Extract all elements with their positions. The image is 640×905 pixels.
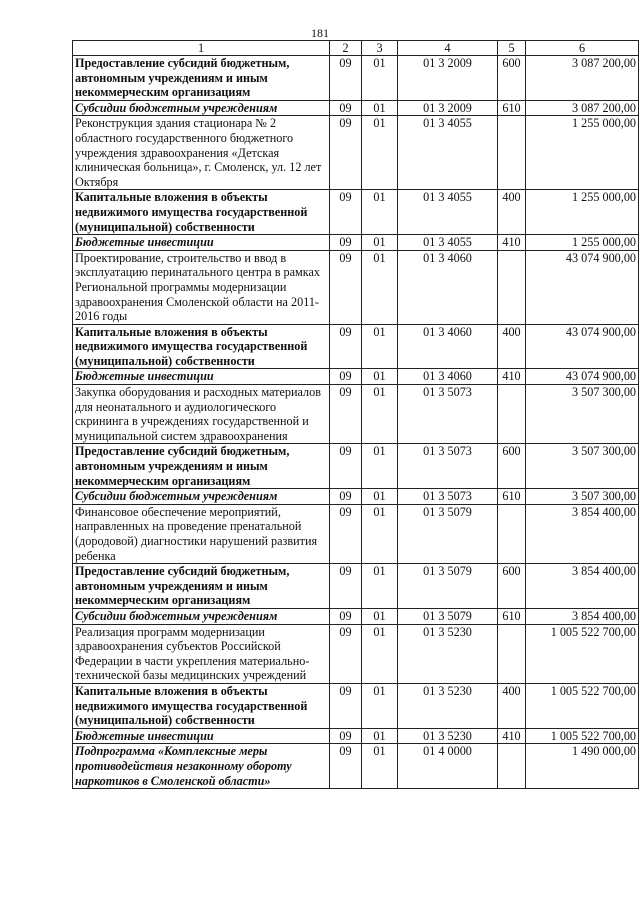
section-code: 09 [330, 624, 362, 683]
amount: 3 087 200,00 [526, 56, 639, 101]
subsection-code: 01 [362, 744, 398, 789]
row-name: Реконструкция здания стационара № 2 областного государственного бюджетного учреждения здравоохранения «Детская клиническая больница», г. Смоленск, ул. 12 лет Октября [73, 116, 330, 190]
row-name: Бюджетные инвестиции [73, 369, 330, 385]
row-name: Финансовое обеспечение мероприятий, направленных на проведение пренатальной (дородовой) диагностики нарушений развития ребенка [73, 504, 330, 563]
subsection-code: 01 [362, 728, 398, 744]
section-code: 09 [330, 444, 362, 489]
expense-type-code [498, 250, 526, 324]
target-article-code: 01 3 2009 [398, 56, 498, 101]
target-article-code: 01 3 5230 [398, 683, 498, 728]
column-header: 4 [398, 41, 498, 56]
expense-type-code [498, 116, 526, 190]
column-header: 5 [498, 41, 526, 56]
subsection-code: 01 [362, 235, 398, 251]
section-code: 09 [330, 369, 362, 385]
row-name: Предоставление субсидий бюджетным, автономным учреждениям и иным некоммерческим организациям [73, 56, 330, 101]
table-row [73, 56, 639, 101]
subsection-code: 01 [362, 489, 398, 505]
expense-type-code: 610 [498, 608, 526, 624]
section-code: 09 [330, 744, 362, 789]
section-code: 09 [330, 324, 362, 369]
table-row [73, 504, 639, 563]
subsection-code: 01 [362, 116, 398, 190]
section-code: 09 [330, 504, 362, 563]
table-row [73, 235, 639, 251]
section-code: 09 [330, 728, 362, 744]
expense-type-code: 600 [498, 56, 526, 101]
target-article-code: 01 3 4060 [398, 369, 498, 385]
section-code: 09 [330, 489, 362, 505]
target-article-code: 01 3 4055 [398, 235, 498, 251]
row-name: Предоставление субсидий бюджетным, автономным учреждениям и иным некоммерческим организациям [73, 564, 330, 609]
expense-type-code: 400 [498, 683, 526, 728]
subsection-code: 01 [362, 504, 398, 563]
row-name: Проектирование, строительство и ввод в эксплуатацию перинатального центра в рамках Региональной программы модернизации здравоохранения Смоленской области на 2011-2016 годы [73, 250, 330, 324]
budget-table [72, 40, 639, 789]
target-article-code: 01 3 5079 [398, 608, 498, 624]
expense-type-code: 410 [498, 369, 526, 385]
subsection-code: 01 [362, 190, 398, 235]
section-code: 09 [330, 385, 362, 444]
target-article-code: 01 4 0000 [398, 744, 498, 789]
amount: 3 507 300,00 [526, 444, 639, 489]
section-code: 09 [330, 235, 362, 251]
subsection-code: 01 [362, 324, 398, 369]
row-name: Субсидии бюджетным учреждениям [73, 489, 330, 505]
expense-type-code: 600 [498, 564, 526, 609]
row-name: Закупка оборудования и расходных материалов для неонатального и аудиологического скрининга в учреждениях государственной и муниципальной систем здравоохранения [73, 385, 330, 444]
table-row [73, 564, 639, 609]
amount: 43 074 900,00 [526, 250, 639, 324]
table-row [73, 489, 639, 505]
amount: 3 507 300,00 [526, 385, 639, 444]
column-header: 6 [526, 41, 639, 56]
expense-type-code: 410 [498, 235, 526, 251]
table-row [73, 624, 639, 683]
amount: 1 255 000,00 [526, 190, 639, 235]
table-row [73, 728, 639, 744]
target-article-code: 01 3 4060 [398, 250, 498, 324]
row-name: Предоставление субсидий бюджетным, автономным учреждениям и иным некоммерческим организациям [73, 444, 330, 489]
target-article-code: 01 3 5073 [398, 489, 498, 505]
row-name: Подпрограмма «Комплексные меры противодействия незаконному обороту наркотиков в Смоленской области» [73, 744, 330, 789]
table-row [73, 369, 639, 385]
amount: 43 074 900,00 [526, 324, 639, 369]
row-name: Реализация программ модернизации здравоохранения субъектов Российской Федерации в части укрепления материально-технической базы медицинских учреждений [73, 624, 330, 683]
table-row [73, 250, 639, 324]
expense-type-code: 400 [498, 324, 526, 369]
expense-type-code: 410 [498, 728, 526, 744]
row-name: Бюджетные инвестиции [73, 235, 330, 251]
section-code: 09 [330, 250, 362, 324]
target-article-code: 01 3 5079 [398, 564, 498, 609]
amount: 3 854 400,00 [526, 564, 639, 609]
row-name: Капитальные вложения в объекты недвижимого имущества государственной (муниципальной) собственности [73, 190, 330, 235]
target-article-code: 01 3 5230 [398, 624, 498, 683]
column-header: 3 [362, 41, 398, 56]
table-row [73, 744, 639, 789]
table-header-row [73, 41, 639, 56]
column-header: 2 [330, 41, 362, 56]
row-name: Капитальные вложения в объекты недвижимого имущества государственной (муниципальной) собственности [73, 683, 330, 728]
section-code: 09 [330, 608, 362, 624]
table-row [73, 100, 639, 116]
amount: 3 507 300,00 [526, 489, 639, 505]
section-code: 09 [330, 100, 362, 116]
expense-type-code: 610 [498, 100, 526, 116]
subsection-code: 01 [362, 444, 398, 489]
expense-type-code [498, 624, 526, 683]
table-row [73, 444, 639, 489]
row-name: Субсидии бюджетным учреждениям [73, 608, 330, 624]
row-name: Капитальные вложения в объекты недвижимого имущества государственной (муниципальной) собственности [73, 324, 330, 369]
row-name: Субсидии бюджетным учреждениям [73, 100, 330, 116]
target-article-code: 01 3 5073 [398, 444, 498, 489]
amount: 1 255 000,00 [526, 235, 639, 251]
page-number: 181 [311, 26, 329, 40]
amount: 3 854 400,00 [526, 504, 639, 563]
expense-type-code [498, 744, 526, 789]
subsection-code: 01 [362, 564, 398, 609]
section-code: 09 [330, 564, 362, 609]
subsection-code: 01 [362, 100, 398, 116]
target-article-code: 01 3 5079 [398, 504, 498, 563]
subsection-code: 01 [362, 56, 398, 101]
amount: 1 005 522 700,00 [526, 683, 639, 728]
subsection-code: 01 [362, 683, 398, 728]
amount: 3 854 400,00 [526, 608, 639, 624]
amount: 1 005 522 700,00 [526, 624, 639, 683]
subsection-code: 01 [362, 385, 398, 444]
subsection-code: 01 [362, 369, 398, 385]
subsection-code: 01 [362, 624, 398, 683]
amount: 1 490 000,00 [526, 744, 639, 789]
subsection-code: 01 [362, 250, 398, 324]
target-article-code: 01 3 4060 [398, 324, 498, 369]
table-row [73, 608, 639, 624]
table-row [73, 385, 639, 444]
amount: 43 074 900,00 [526, 369, 639, 385]
target-article-code: 01 3 5230 [398, 728, 498, 744]
target-article-code: 01 3 2009 [398, 100, 498, 116]
table-row [73, 324, 639, 369]
expense-type-code: 600 [498, 444, 526, 489]
target-article-code: 01 3 4055 [398, 190, 498, 235]
table-row [73, 683, 639, 728]
section-code: 09 [330, 56, 362, 101]
expense-type-code: 400 [498, 190, 526, 235]
expense-type-code [498, 385, 526, 444]
row-name: Бюджетные инвестиции [73, 728, 330, 744]
target-article-code: 01 3 5073 [398, 385, 498, 444]
amount: 3 087 200,00 [526, 100, 639, 116]
column-header: 1 [73, 41, 330, 56]
expense-type-code [498, 504, 526, 563]
amount: 1 255 000,00 [526, 116, 639, 190]
table-row [73, 190, 639, 235]
section-code: 09 [330, 190, 362, 235]
section-code: 09 [330, 116, 362, 190]
target-article-code: 01 3 4055 [398, 116, 498, 190]
expense-type-code: 610 [498, 489, 526, 505]
table-row [73, 116, 639, 190]
subsection-code: 01 [362, 608, 398, 624]
amount: 1 005 522 700,00 [526, 728, 639, 744]
section-code: 09 [330, 683, 362, 728]
